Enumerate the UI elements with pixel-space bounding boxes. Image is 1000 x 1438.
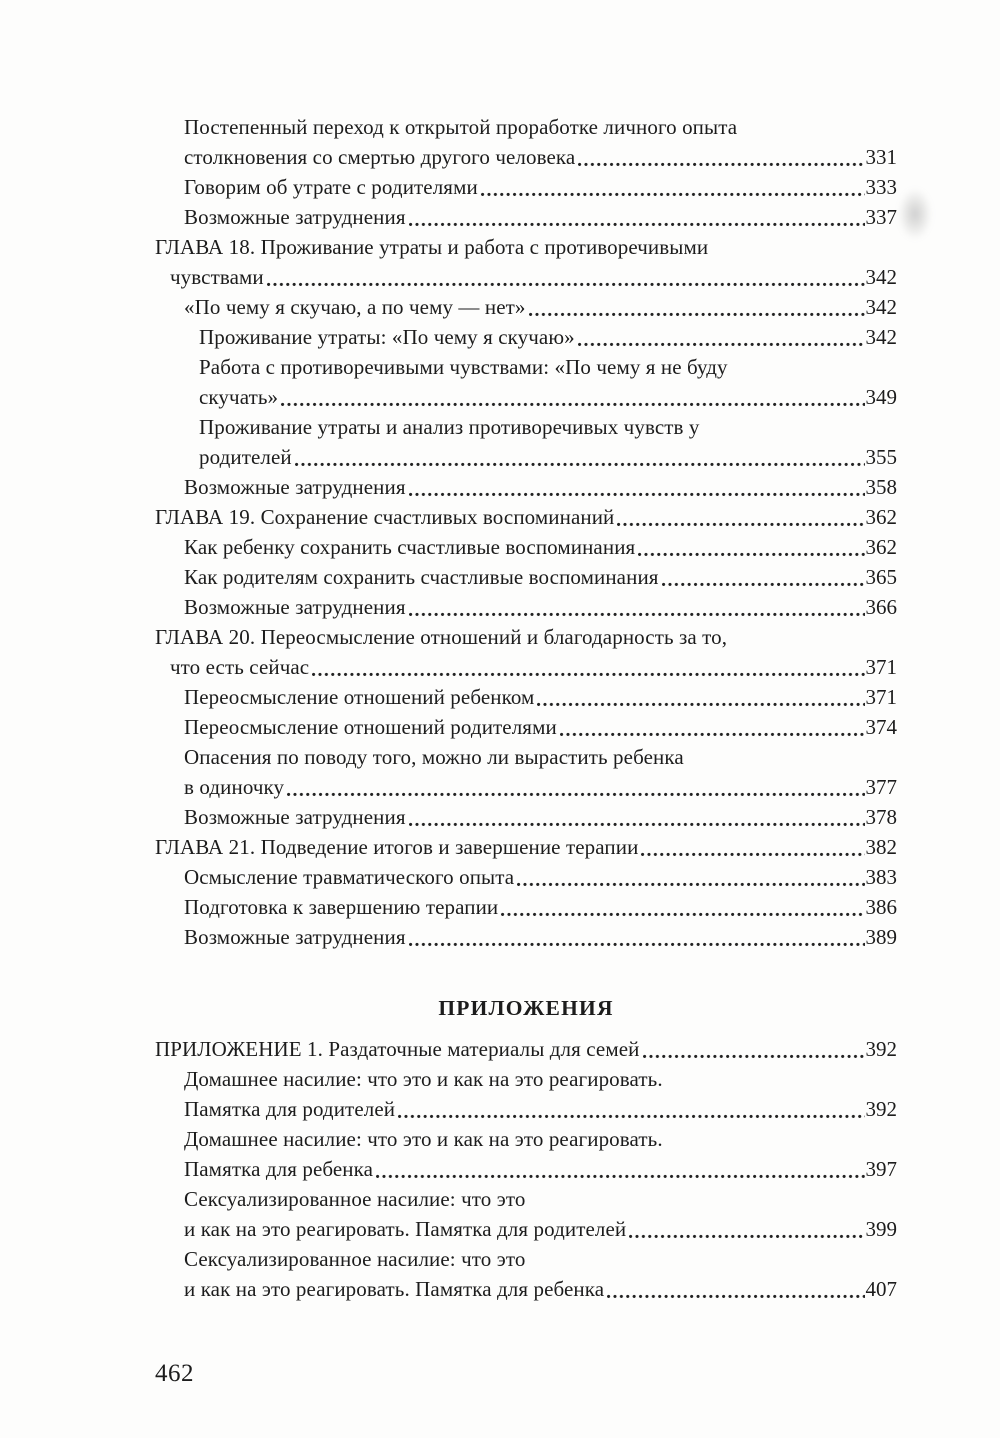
toc-entry-page-number: 399 [865, 1217, 897, 1241]
toc-entry-page-number: 362 [865, 505, 897, 529]
toc-entry-text: Проживание утраты: «По чему я скучаю» [199, 325, 575, 349]
dot-leader [481, 192, 865, 197]
toc-entry-page-number: 355 [865, 445, 897, 469]
toc-entry [155, 1154, 897, 1184]
toc-entry [155, 832, 897, 862]
toc-entry [155, 592, 897, 622]
toc-entry-text: ГЛАВА 18. Проживание утраты и работа с противоречивыми [155, 235, 709, 259]
toc-entry-text: Осмысление травматического опыта [184, 865, 515, 889]
toc-entry-text: ГЛАВА 21. Подведение итогов и завершение терапии [155, 835, 639, 859]
toc-entry-page-number: 383 [865, 865, 897, 889]
dot-leader [281, 402, 864, 407]
dot-leader [578, 162, 864, 167]
toc-entry-page-number: 374 [865, 715, 897, 739]
toc-entry [155, 1034, 897, 1064]
toc-entry-page-number: 342 [865, 295, 897, 319]
toc-entry [155, 352, 897, 382]
toc-entry [155, 532, 897, 562]
toc-entry-text: Возможные затруднения [184, 475, 406, 499]
toc-entry-page-number: 333 [865, 175, 897, 199]
toc-entry [155, 502, 897, 532]
toc-entry-page-number: 337 [865, 205, 897, 229]
toc-entry-text: Возможные затруднения [184, 925, 406, 949]
toc-entry-page-number: 331 [865, 145, 897, 169]
toc-entry-text: Переосмысление отношений ребенком [184, 685, 535, 709]
dot-leader [409, 942, 865, 947]
toc-entry-page-number: 378 [865, 805, 897, 829]
toc-entry-page-number: 371 [865, 655, 897, 679]
dot-leader [641, 852, 864, 857]
toc-entry-text: и как на это реагировать. Памятка для родителей [184, 1217, 627, 1241]
toc-entry [155, 1064, 897, 1094]
toc-entry-text: «По чему я скучаю, а по чему — нет» [184, 295, 526, 319]
dot-leader [638, 552, 864, 557]
toc-entry [155, 172, 897, 202]
toc-entry-text: Говорим об утрате с родителями [184, 175, 478, 199]
toc-entry-text: Проживание утраты и анализ противоречивых чувств у [199, 415, 700, 439]
dot-leader [295, 462, 865, 467]
toc-entry [155, 862, 897, 892]
toc-entry [155, 112, 897, 142]
dot-leader [643, 1054, 865, 1059]
toc-entry-text: Возможные затруднения [184, 595, 406, 619]
toc-main-list [155, 112, 897, 952]
toc-entry-text: что есть сейчас [170, 655, 310, 679]
toc-entry-text: ГЛАВА 19. Сохранение счастливых воспоминаний [155, 505, 615, 529]
toc-appendices-list [155, 1034, 897, 1304]
toc-entry-page-number: 362 [865, 535, 897, 559]
toc-entry-text: Памятка для ребенка [184, 1157, 374, 1181]
dot-leader [267, 282, 865, 287]
folio-page-number: 462 [155, 1360, 194, 1387]
toc-entry-page-number: 349 [865, 385, 897, 409]
dot-leader [398, 1114, 864, 1119]
toc-entry-page-number: 392 [865, 1097, 897, 1121]
toc-entry-text: ГЛАВА 20. Переосмысление отношений и благодарность за то, [155, 625, 728, 649]
toc-entry [155, 562, 897, 592]
toc-entry-text: родителей [199, 445, 292, 469]
dot-leader [578, 342, 865, 347]
dot-leader [617, 522, 864, 527]
toc-entry-page-number: 397 [865, 1157, 897, 1181]
toc-entry [155, 772, 897, 802]
toc-entry [155, 802, 897, 832]
toc-entry-text: Домашнее насилие: что это и как на это реагировать. [184, 1067, 663, 1091]
toc-entry-text: столкновения со смертью другого человека [184, 145, 576, 169]
toc-entry-page-number: 365 [865, 565, 897, 589]
toc-entry-text: Сексуализированное насилие: что это [184, 1187, 526, 1211]
dot-leader [517, 882, 864, 887]
dot-leader [376, 1174, 864, 1179]
toc-entry-text: Домашнее насилие: что это и как на это реагировать. [184, 1127, 663, 1151]
toc-entry-page-number: 358 [865, 475, 897, 499]
toc-entry [155, 412, 897, 442]
dot-leader [287, 792, 864, 797]
dot-leader [409, 822, 865, 827]
toc-entry [155, 292, 897, 322]
toc-entry-page-number: 371 [865, 685, 897, 709]
toc-entry-text: в одиночку [184, 775, 285, 799]
toc-entry [155, 682, 897, 712]
toc-entry [155, 712, 897, 742]
toc-entry [155, 1094, 897, 1124]
toc-entry [155, 1214, 897, 1244]
toc-entry-text: Возможные затруднения [184, 805, 406, 829]
toc-entry-text: и как на это реагировать. Памятка для ребенка [184, 1277, 605, 1301]
dot-leader [607, 1294, 864, 1299]
appendices-section-heading: ПРИЛОЖЕНИЯ [438, 996, 614, 1020]
toc-entry [155, 202, 897, 232]
dot-leader [409, 222, 865, 227]
toc-entry [155, 1124, 897, 1154]
toc-entry [155, 262, 897, 292]
toc-entry-text: чувствами [170, 265, 264, 289]
toc-entry [155, 1184, 897, 1214]
toc-entry [155, 652, 897, 682]
toc-entry-page-number: 377 [865, 775, 897, 799]
toc-entry-text: скучать» [199, 385, 279, 409]
toc-entry-text: Как родителям сохранить счастливые воспоминания [184, 565, 659, 589]
toc-entry-page-number: 392 [865, 1037, 897, 1061]
toc-entry [155, 142, 897, 172]
dot-leader [529, 312, 865, 317]
dot-leader [662, 582, 865, 587]
toc-page-column [155, 112, 897, 1304]
toc-entry-text: Подготовка к завершению терапии [184, 895, 499, 919]
toc-entry [155, 472, 897, 502]
toc-entry-text: Опасения по поводу того, можно ли вырастить ребенка [184, 745, 684, 769]
toc-entry-text: Переосмысление отношений родителями [184, 715, 557, 739]
toc-entry-text: Возможные затруднения [184, 205, 406, 229]
dot-leader [312, 672, 864, 677]
toc-entry-text: Как ребенку сохранить счастливые воспоминания [184, 535, 636, 559]
toc-entry-text: Постепенный переход к открытой проработке личного опыта [184, 115, 738, 139]
toc-entry [155, 1244, 897, 1274]
toc-entry-page-number: 389 [865, 925, 897, 949]
toc-entry [155, 322, 897, 352]
toc-entry-page-number: 386 [865, 895, 897, 919]
toc-entry-page-number: 366 [865, 595, 897, 619]
toc-entry-text: ПРИЛОЖЕНИЕ 1. Раздаточные материалы для семей [155, 1037, 640, 1061]
toc-entry [155, 922, 897, 952]
toc-entry [155, 442, 897, 472]
toc-entry [155, 382, 897, 412]
dot-leader [409, 492, 865, 497]
dot-leader [501, 912, 864, 917]
toc-entry [155, 622, 897, 652]
toc-entry [155, 742, 897, 772]
dot-leader [537, 702, 864, 707]
dot-leader [629, 1234, 864, 1239]
toc-entry-page-number: 407 [865, 1277, 897, 1301]
toc-entry [155, 1274, 897, 1304]
toc-entry-text: Сексуализированное насилие: что это [184, 1247, 526, 1271]
toc-entry-text: Памятка для родителей [184, 1097, 396, 1121]
dot-leader [560, 732, 865, 737]
toc-entry-page-number: 382 [865, 835, 897, 859]
scan-artifact-smudge [898, 188, 932, 240]
toc-entry [155, 892, 897, 922]
dot-leader [409, 612, 865, 617]
toc-entry-page-number: 342 [865, 325, 897, 349]
toc-entry [155, 232, 897, 262]
toc-entry-text: Работа с противоречивыми чувствами: «По чему я не буду [199, 355, 728, 379]
toc-entry-page-number: 342 [865, 265, 897, 289]
